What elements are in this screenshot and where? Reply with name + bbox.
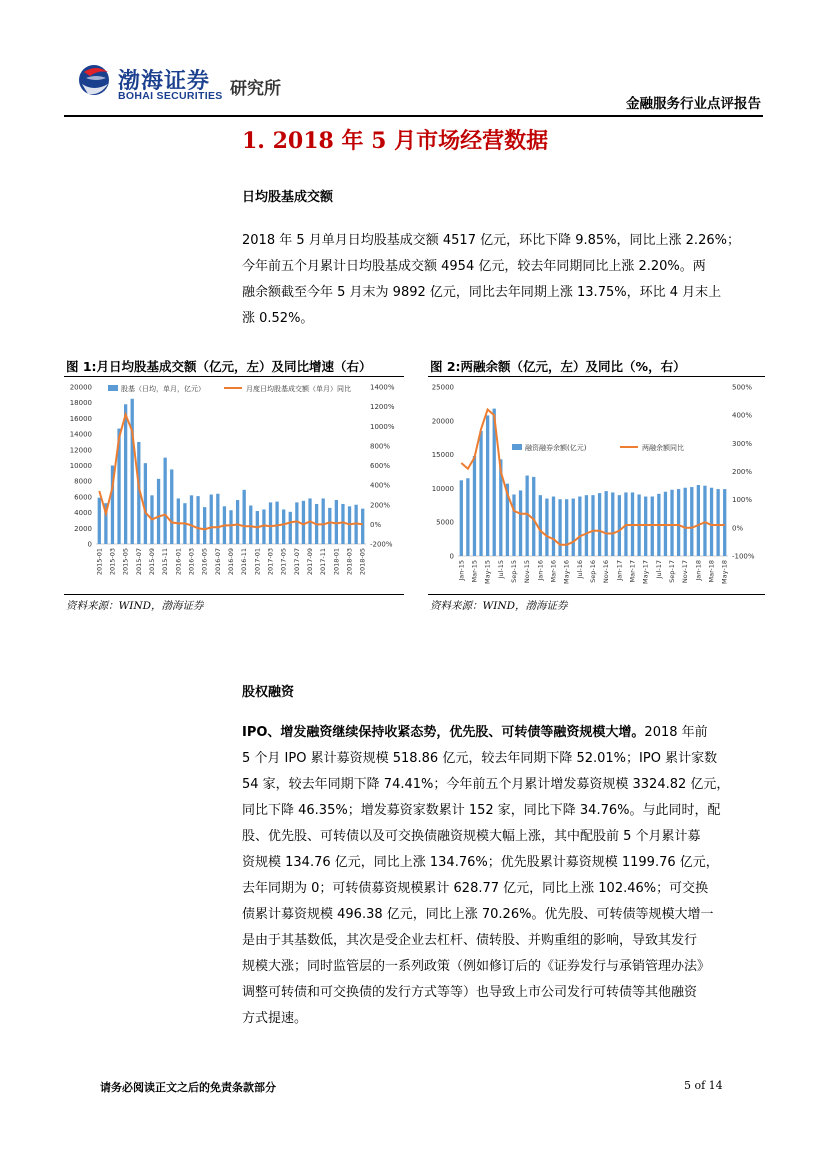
lead-sentence: IPO、增发融资继续保持收紧态势，优先股、可转债等融资规模大增。 [242, 725, 645, 740]
bar [670, 490, 673, 556]
y-right-tick-label: 200% [370, 501, 391, 510]
y-left-tick-label: 16000 [69, 414, 92, 423]
bar [216, 494, 219, 544]
y-left-tick-label: 4000 [74, 509, 92, 518]
paragraph-line: 规模大涨；同时监管层的一系列政策（例如修订后的《证券发行与承销管理办法》 [242, 959, 711, 974]
paragraph-line: 调整可转债和可交换债的发行方式等等）也导致上市公司发行可转债等其他融资 [242, 985, 698, 1000]
bar [710, 488, 713, 556]
x-tick-label: Sep-16 [589, 560, 597, 583]
x-tick-label: Nov-16 [602, 560, 611, 584]
bar [644, 497, 647, 556]
bar [157, 479, 160, 544]
y-left-tick-label: 18000 [69, 399, 92, 408]
x-tick-label: 2017-11 [319, 548, 328, 576]
bar [302, 501, 305, 544]
paragraph-line: 去年同期为 0；可转债募资规模累计 628.77 亿元，同比上涨 102.46%；可交换 [242, 881, 709, 896]
x-tick-label: 2015-11 [161, 548, 170, 576]
company-name-cn: 渤海证券 [118, 69, 211, 94]
bar [512, 494, 515, 556]
x-tick-label: Jul-15 [496, 560, 505, 579]
x-tick-label: Nov-17 [681, 560, 690, 584]
bar [328, 508, 331, 544]
y-right-tick-label: 1000% [370, 422, 395, 431]
bar [131, 399, 134, 544]
paragraph-line: 同比下降 46.35%；增发募资家数累计 152 家，同比下降 34.76%。与此同时，配 [242, 803, 721, 818]
x-tick-label: 2018-01 [332, 548, 341, 576]
paragraph-line: 涨 0.52%。 [242, 311, 314, 326]
x-tick-label: 2016-03 [187, 548, 196, 576]
x-tick-label: 2015-03 [108, 548, 117, 576]
y-right-tick-label: 400% [732, 411, 753, 420]
x-tick-label: 2015-07 [134, 548, 143, 576]
bar [539, 495, 542, 556]
bar [335, 500, 338, 544]
x-tick-label: 2018-05 [358, 548, 367, 576]
x-tick-label: 2017-03 [266, 548, 275, 576]
figure2-bottom-rule [428, 594, 765, 595]
bar [124, 404, 127, 544]
y-right-tick-label: 800% [370, 442, 391, 451]
bar [98, 498, 101, 544]
x-tick-label: Sep-17 [668, 560, 677, 583]
y-right-tick-label: 1400% [370, 383, 395, 392]
x-tick-label: Mar-18 [707, 560, 716, 583]
y-right-tick-label: -100% [732, 552, 755, 561]
paragraph-line: 股、优先股、可转债以及可交换债融资规模大幅上涨，其中配股前 5 个月累计募 [242, 829, 701, 844]
y-left-tick-label: 0 [87, 540, 92, 549]
paragraph-line: 融余额截至今年 5 月末为 9892 亿元，同比去年同期上涨 13.75%，环比 4 月末上 [242, 285, 722, 300]
section-title: 1. 2018 年 5 月市场经营数据 [242, 128, 549, 154]
report-type: 金融服务行业点评报告 [626, 96, 761, 112]
x-tick-label: Jan-18 [694, 560, 703, 581]
bar [177, 498, 180, 544]
bar [611, 492, 614, 556]
paragraph-line: 今年前五个月累计日均股基成交额 4954 亿元，较去年同期同比上涨 2.20%。两 [242, 259, 706, 274]
x-tick-label: 2017-07 [292, 548, 301, 576]
paragraph-line [242, 720, 754, 746]
bar [598, 493, 601, 556]
figure1-bottom-rule [64, 594, 404, 595]
y-left-tick-label: 12000 [69, 446, 92, 455]
bar [210, 495, 213, 544]
lead-continuation: 2018 年前 [644, 725, 708, 740]
bar [361, 509, 364, 544]
x-tick-label: Sep-15 [509, 560, 518, 583]
bar [269, 502, 272, 544]
bar [466, 478, 469, 556]
y-left-tick-label: 25000 [431, 383, 454, 392]
bar [585, 495, 588, 556]
paragraph-line: 54 家，较去年同期下降 74.41%；今年前五个月累计增发募资规模 3324.82 亿元， [242, 777, 730, 792]
bar [236, 500, 239, 544]
bohai-logo-icon [78, 62, 114, 102]
x-tick-label: 2017-09 [306, 548, 315, 576]
x-tick-label: Mar-16 [549, 560, 558, 583]
department-name: 研究所 [230, 79, 281, 99]
y-left-tick-label: 10000 [69, 462, 92, 470]
subsection-title-equity: 股权融资 [242, 685, 295, 700]
x-tick-label: Jul-16 [575, 560, 584, 579]
figure1-top-rule [64, 376, 404, 377]
bar [144, 463, 147, 544]
bar [164, 458, 167, 544]
paragraph-equity [242, 720, 754, 1032]
bar [591, 495, 594, 556]
bar [289, 512, 292, 544]
bar [578, 497, 581, 556]
footer-disclaimer: 请务必阅读正文之后的免责条款部分 [100, 1081, 276, 1094]
bar [532, 477, 535, 556]
paragraph-line: 资规模 134.76 亿元，同比上涨 134.76%；优先股累计募资规模 1199.76 亿元， [242, 855, 719, 870]
bar [716, 489, 719, 556]
x-tick-label: Jan-15 [457, 560, 466, 581]
figure2-title: 图 2:两融余额（亿元，左）及同比（%，右） [430, 359, 686, 374]
bar [249, 506, 252, 544]
y-right-tick-label: 1200% [370, 403, 395, 412]
bar [605, 491, 608, 556]
x-tick-label: May-16 [562, 560, 571, 584]
bar [229, 510, 232, 544]
y-right-tick-label: 200% [732, 468, 753, 476]
figure1-title: 图 1:月日均股基成交额（亿元，左）及同比增速（右） [66, 359, 372, 374]
x-tick-label: 2016-09 [227, 548, 235, 576]
figure2-source: 资料来源：WIND，渤海证券 [430, 600, 568, 612]
x-tick-label: Nov-15 [523, 560, 532, 584]
bar [341, 504, 344, 544]
bar [651, 497, 654, 556]
y-right-tick-label: 100% [732, 496, 753, 505]
bar [322, 498, 325, 544]
legend-line-label: 月度日均股基成交额（单月）同比 [246, 385, 351, 393]
y-left-tick-label: 5000 [436, 518, 454, 527]
x-tick-label: Mar-17 [628, 560, 637, 583]
paragraph-line: 5 个月 IPO 累计募资规模 518.86 亿元，较去年同期下降 52.01%；IPO 累计家数 [242, 751, 718, 766]
y-right-tick-label: 600% [370, 462, 391, 470]
bar [664, 492, 667, 556]
bar [473, 456, 476, 556]
paragraph-line: 是由于其基数低，其次是受企业去杠杆、债转股、并购重组的影响，导致其发行 [242, 933, 698, 948]
company-name-en: BOHAI SECURITIES [118, 90, 223, 102]
x-tick-label: 2015-01 [95, 548, 104, 576]
x-tick-label: May-18 [720, 560, 729, 584]
figure2-top-rule [428, 376, 765, 377]
x-tick-label: 2016-05 [200, 548, 209, 576]
bar [295, 502, 298, 544]
bar [545, 499, 548, 556]
bar [203, 507, 206, 544]
company-logo [78, 62, 298, 106]
bar [677, 489, 680, 556]
paragraph-line: 债累计募资规模 496.38 亿元，同比上涨 70.26%。优先股、可转债等规模大增一 [242, 907, 714, 922]
bar [282, 509, 285, 544]
bar [703, 486, 706, 556]
legend-line-label: 两融余额同比 [642, 444, 684, 452]
x-tick-label: 2018-03 [345, 548, 354, 576]
y-left-tick-label: 2000 [74, 524, 92, 533]
y-right-tick-label: 500% [732, 383, 753, 392]
bar [196, 496, 199, 544]
bar [723, 489, 726, 556]
y-right-tick-label: 0% [370, 520, 382, 529]
y-left-tick-label: 6000 [74, 493, 92, 502]
legend-bar-swatch [512, 444, 522, 450]
y-right-tick-label: 0% [732, 524, 744, 533]
y-left-tick-label: 14000 [69, 430, 92, 439]
figure1-source: 资料来源：WIND，渤海证券 [66, 600, 204, 612]
paragraph-line: 方式提速。 [242, 1011, 308, 1026]
bar [243, 490, 246, 544]
y-right-tick-label: 400% [370, 481, 391, 490]
bar [690, 487, 693, 556]
bar [618, 495, 621, 556]
bar [190, 495, 193, 544]
x-tick-label: 2015-05 [121, 548, 130, 576]
x-tick-label: Jul-17 [654, 560, 663, 579]
bar [519, 490, 522, 556]
x-tick-label: May-15 [483, 560, 492, 584]
legend-bar-label: 股基（日均，单月，亿元） [121, 385, 205, 393]
y-left-tick-label: 20000 [431, 417, 454, 426]
y-left-tick-label: 0 [449, 552, 454, 561]
x-tick-label: 2017-01 [253, 548, 262, 576]
y-right-tick-label: 300% [732, 439, 753, 448]
bar [697, 485, 700, 556]
bar [684, 488, 687, 556]
subsection-title-turnover: 日均股基成交额 [242, 190, 334, 205]
bar [486, 415, 489, 556]
paragraph-turnover [242, 228, 754, 332]
y-right-tick-label: -200% [370, 540, 393, 549]
y-left-tick-label: 20000 [69, 383, 92, 392]
figure1-chart [64, 378, 404, 592]
bar [565, 499, 568, 556]
legend-bar-swatch [108, 385, 118, 391]
x-tick-label: 2017-05 [279, 548, 288, 576]
y-left-tick-label: 15000 [431, 451, 454, 460]
bar [572, 499, 575, 556]
x-tick-label: 2015-09 [147, 548, 156, 576]
bar [275, 502, 278, 544]
x-tick-label: 2016-07 [213, 548, 222, 576]
x-tick-label: 2016-11 [240, 548, 249, 576]
x-tick-label: May-17 [641, 560, 650, 584]
paragraph-line: 2018 年 5 月单月日均股基成交额 4517 亿元，环比下降 9.85%，同比上涨 2.26%； [242, 233, 740, 248]
x-tick-label: 2016-01 [174, 548, 183, 576]
x-tick-label: Mar-15 [470, 560, 479, 583]
bar [170, 469, 173, 544]
y-left-tick-label: 10000 [431, 484, 454, 493]
bar [558, 499, 561, 556]
page-number: 5 of 14 [684, 1079, 723, 1092]
header-divider [64, 115, 763, 117]
bar [552, 497, 555, 556]
legend-bar-label: 融资融券余额(亿元) [525, 444, 587, 452]
x-tick-label: Jan-17 [615, 560, 624, 581]
y-left-tick-label: 8000 [74, 477, 92, 486]
figure2-chart [428, 378, 765, 592]
bar [479, 431, 482, 556]
x-tick-label: Jan-16 [536, 560, 545, 581]
bar [460, 480, 463, 556]
